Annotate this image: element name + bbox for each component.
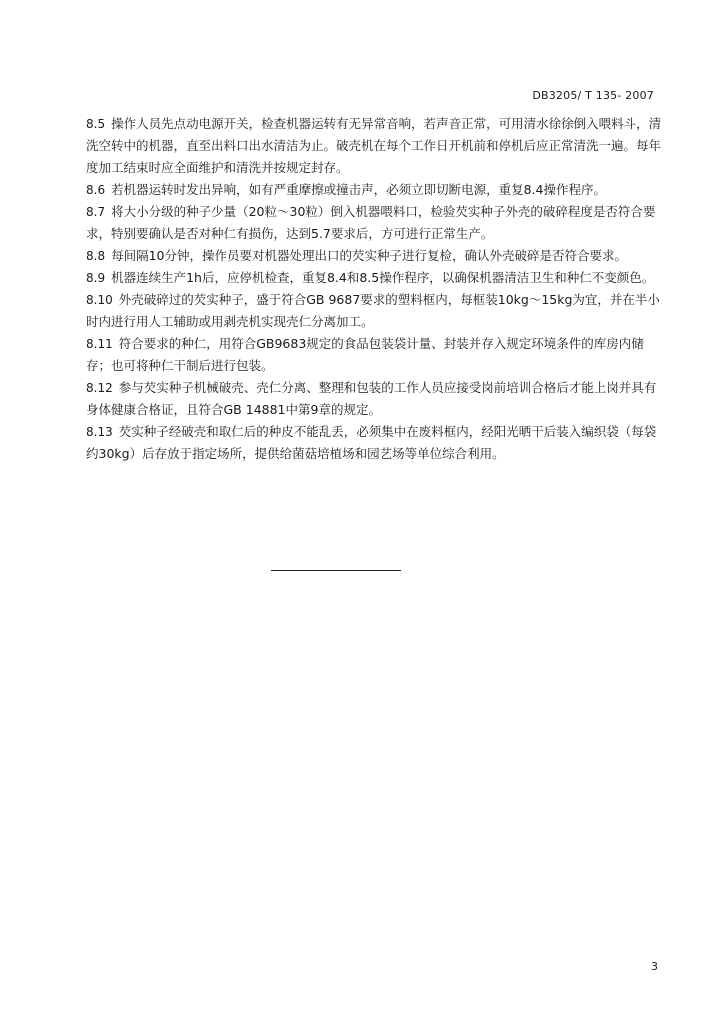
clause-8-12 — [86, 377, 664, 421]
end-of-standard-rule — [271, 570, 401, 571]
clause-number: 8.13 — [86, 425, 113, 439]
clause-number: 8.6 — [86, 183, 106, 197]
clause-number: 8.11 — [86, 337, 113, 351]
clause-8-9 — [86, 267, 664, 289]
clause-8-6 — [86, 179, 664, 201]
clause-text: 将大小分级的种子少量（20粒～30粒）倒入机器喂料口，检验芡实种子外壳的破碎程度是否符合要求，特别要确认是否对种仁有损伤，达到5.7要求后，方可进行正常生产。 — [86, 204, 656, 241]
clause-text: 机器连续生产1h后，应停机检查，重复8.4和8.5操作程序，以确保机器清洁卫生和种仁不变颜色。 — [111, 270, 655, 285]
clause-text: 若机器运转时发出异响，如有严重摩擦或撞击声，必须立即切断电源，重复8.4操作程序。 — [111, 182, 606, 197]
clause-text: 芡实种子经破壳和取仁后的种皮不能乱丢，必须集中在废料框内，经阳光晒干后装入编织袋（每袋约30kg）后存放于指定场所，提供给菌菇培植场和园艺场等单位综合利用。 — [86, 424, 657, 461]
clause-text: 外壳破碎过的芡实种子，盛于符合GB 9687要求的塑料框内，每框装10kg～15kg为宜，并在半小时内进行用人工辅助或用剥壳机实现壳仁分离加工。 — [86, 292, 660, 329]
clause-text: 操作人员先点动电源开关，检查机器运转有无异常音响，若声音正常，可用清水徐徐倒入喂料斗，清洗空转中的机器，直至出料口出水清洁为止。破壳机在每个工作日开机前和停机后应正常清洗一遍。每年度加工结束时应全面维护和清洗并按规定封存。 — [86, 116, 662, 175]
clause-number: 8.8 — [86, 249, 106, 263]
clause-list — [86, 113, 664, 465]
clause-text: 每间隔10分钟，操作员要对机器处理出口的芡实种子进行复检，确认外壳破碎是否符合要求。 — [111, 248, 628, 263]
clause-8-5 — [86, 113, 664, 179]
clause-text: 参与芡实种子机械破壳、壳仁分离、整理和包装的工作人员应接受岗前培训合格后才能上岗并具有身体健康合格证，且符合GB 14881中第9章的规定。 — [86, 380, 657, 417]
clause-8-8 — [86, 245, 664, 267]
clause-number: 8.12 — [86, 381, 113, 395]
clause-8-13 — [86, 421, 664, 465]
clause-8-11 — [86, 333, 664, 377]
document-code: DB3205/ T 135- 2007 — [532, 89, 654, 102]
clause-number: 8.7 — [86, 205, 106, 219]
clause-8-7 — [86, 201, 664, 245]
clause-8-10 — [86, 289, 664, 333]
clause-text: 符合要求的种仁，用符合GB9683规定的食品包装袋计量、封装并存入规定环境条件的库房内储存；也可将种仁干制后进行包装。 — [86, 336, 644, 373]
clause-number: 8.5 — [86, 117, 106, 131]
clause-number: 8.10 — [86, 293, 113, 307]
page-number: 3 — [651, 960, 658, 973]
clause-number: 8.9 — [86, 271, 106, 285]
